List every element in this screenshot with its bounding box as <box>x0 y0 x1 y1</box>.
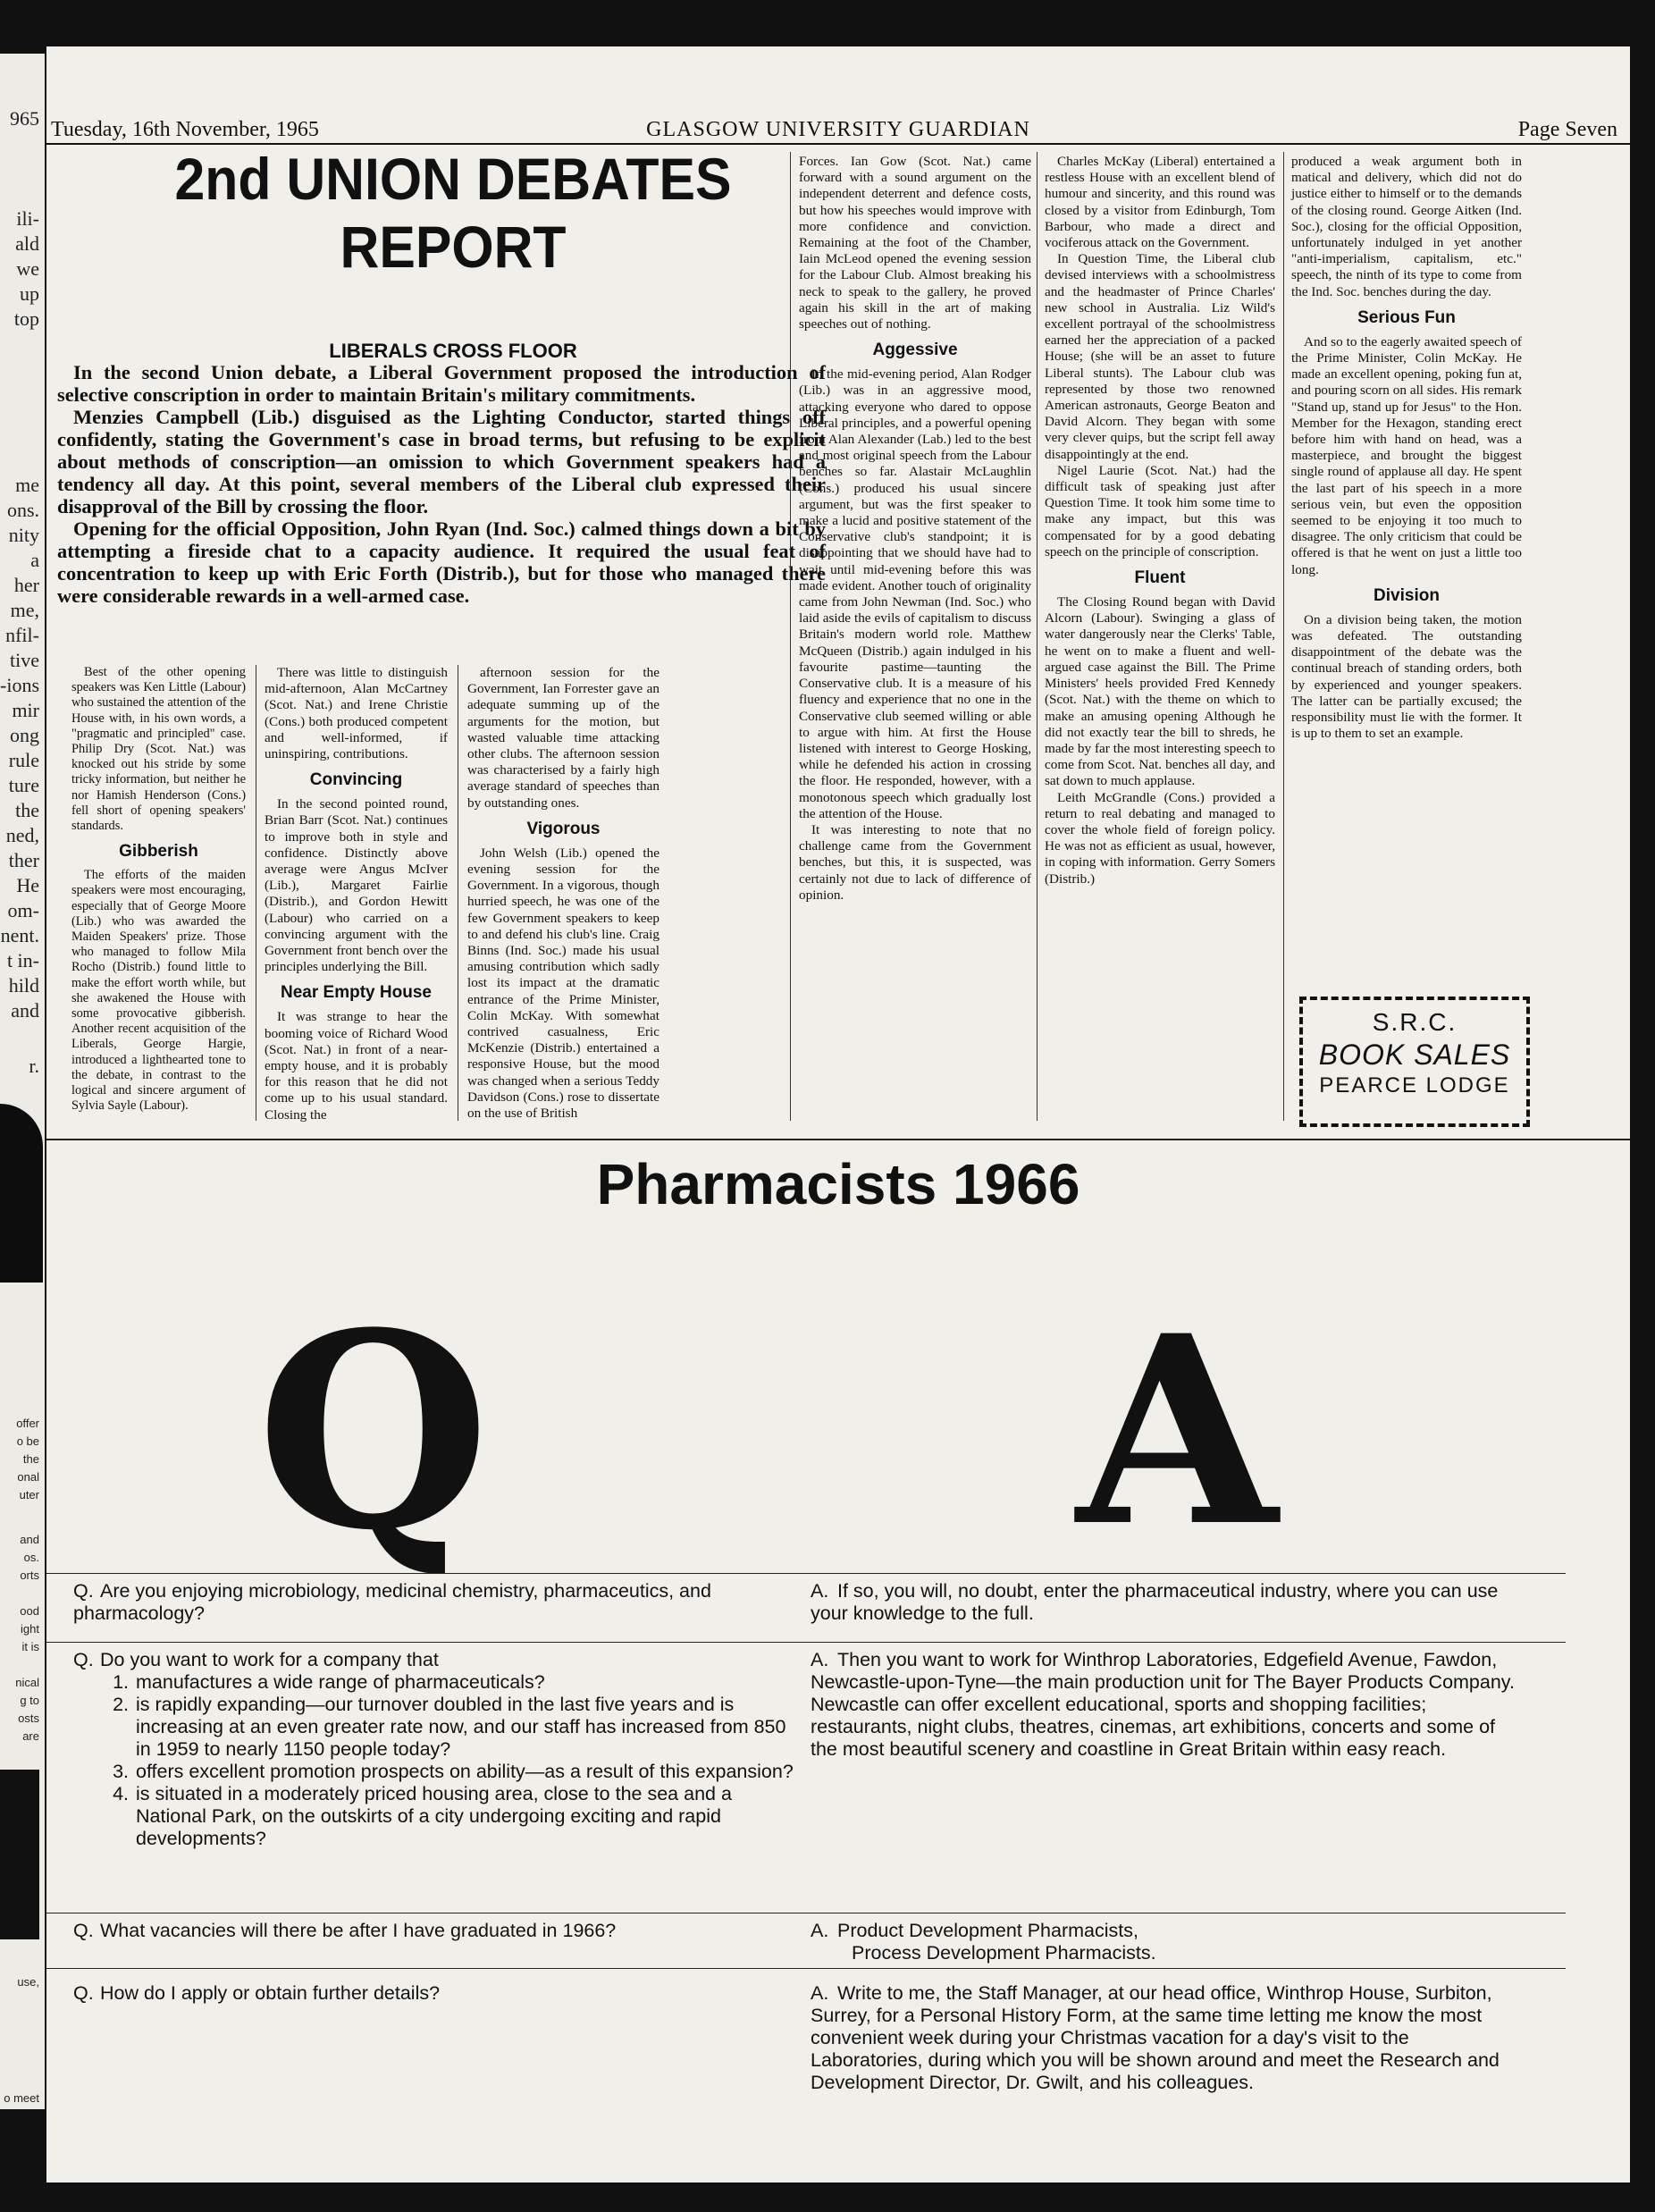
strip-fragment: it is <box>21 1640 39 1653</box>
src-book-sales-box <box>1299 997 1530 1127</box>
strip-fragment: o meet <box>4 2091 39 2105</box>
a-label: A. <box>811 1982 829 2004</box>
question-list-item: 1. manufactures a wide range of pharmaceuticals? <box>134 1671 806 1694</box>
crosshead-aggessive: Aggessive <box>872 341 958 360</box>
strip-fragment: os. <box>23 1551 39 1564</box>
strip-fragment: t in- <box>6 949 39 971</box>
headline-line-2: REPORT <box>340 214 567 280</box>
strip-fragment: onal <box>17 1470 39 1484</box>
paragraph: In the mid-evening period, Alan Rodger (Lib.) was in an aggressive mood, attacking everyone who dared to oppose Liberal principles, and a powerful opening from Alan Alexander (Lab.) led to the best and most original speech from the Labour benches so far. Alastair McLaughlin (Cons.) produced his usual sincere argument, but was the first speaker to make a lucid and positive statement of the Conservative club's standpoint; it is disappointing that we should have had to wait until mid-evening before this was made evident. Another touch of originality came from John Newman (Ind. Soc.) who laid aside the evils of capitalism to discuss Britain's modern world role. Matthew McQueen (Distrib.) again indulged in his favourite pastime—taunting the Conservative club. It is a measure of his fluency and experience that no one in the Conservative club seemed willing or able to argue with him. At first the House listened with interest to George Hosking, while he defended his action in crossing the floor. He responded, however, with a monotonous speech which gradually lost the attention of the House. <box>799 366 1031 821</box>
crosshead-vigorous: Vigorous <box>526 819 601 838</box>
answer-2 <box>811 1649 1525 1761</box>
adjacent-page-black-letter <box>0 1104 43 1283</box>
paragraph: On a division being taken, the motion was defeated. The outstanding disappointment of the debate was the continual breach of standing orders, both by experienced and younger speakers. The latter can be partially excused; the responsibility must lie with the former. It is up to them to set an example. <box>1291 611 1522 742</box>
question-text: Do you want to work for a company that <box>100 1649 439 1670</box>
src-line: S.R.C. <box>1372 1008 1458 1036</box>
article-intro <box>57 361 826 607</box>
answer-4 <box>811 1982 1525 2094</box>
strip-fragment: osts <box>18 1712 39 1725</box>
strip-fragment: nfil- <box>5 624 39 646</box>
answer-3 <box>811 1920 1525 1964</box>
question-text: What vacancies will there be after I have graduated in 1966? <box>100 1920 617 1941</box>
strip-fragment: a <box>30 549 39 571</box>
strip-fragment: g to <box>20 1694 39 1707</box>
answer-text: Then you want to work for Winthrop Laboratories, Edgefield Avenue, Fawdon, Newcastle-upon-Tyne—the main production unit for The Bayer Products Company. Newcastle can offer excellent educational, sports and shopping facilities; restaurants, night clubs, theatres, cinemas, art exhibitions, concerts and some of the most beautiful scenery and coastline in Great Britain within easy reach. <box>811 1649 1515 1760</box>
strip-fragment: om- <box>7 899 39 921</box>
a-label: A. <box>811 1649 829 1670</box>
a-label: A. <box>811 1920 829 1941</box>
strip-fragment: nent. <box>0 924 39 946</box>
paragraph: Best of the other opening speakers was Ken Little (Labour) who sustained the attention of the House with, in his own words, a "pragmatic and principled" case. Philip Dry (Scot. Nat.) was knocked out his stride by some tricky information, but neither he nor Hamish Henderson (Cons.) fell short of opening speakers' standards. <box>71 665 246 834</box>
qa-rule <box>46 1968 1566 1969</box>
paragraph: Leith McGrandle (Cons.) provided a return to real debating and managed to cover the whole field of foreign policy. He was not as efficient as usual, however, in coping with information. Gerry Somers (Distrib.) <box>1045 789 1275 887</box>
question-list-item: 2. is rapidly expanding—our turnover doubled in the last five years and is increasing at an even greater rate now, and our staff has increased from 850 in 1959 to nearly 1150 people today? <box>134 1694 806 1761</box>
q-label: Q. <box>73 1920 94 1941</box>
adjacent-page-strip <box>0 54 45 2109</box>
adjacent-page-black-box <box>0 1770 39 1939</box>
question-text: How do I apply or obtain further details? <box>100 1982 441 2004</box>
strip-fragment: and <box>20 1533 39 1546</box>
question-4 <box>73 1982 806 2005</box>
paragraph: The efforts of the maiden speakers were most encouraging, especially that of George Moore (Lib.) who was awarded the Maiden Speakers' prize. Those who managed to follow Mila Rocho (Distrib.) found little to make the effort worth while, but she awakened the House with some provocative gibberish. Another recent acquisition of the Liberals, George Hargie, introduced a lighthearted tone to the debate, in contrast to the logical and sincere argument of Sylvia Sayle (Labour). <box>71 868 246 1114</box>
paragraph: It was interesting to note that no challenge came from the Government benches, but this, it is suspected, was certainly not due to lack of difference of opinion. <box>799 821 1031 903</box>
strip-fragment: up <box>20 282 39 305</box>
strip-fragment: ned, <box>5 824 39 846</box>
paragraph: In the second pointed round, Brian Barr (Scot. Nat.) continues to improve both in style and confidence. Distinctly above average were Angus McIver (Lib.), Margaret Fairlie (Distrib.), and Gordon Hewitt (Labour) who carried on a convincing argument with the Government front bench over the principles underlying the Bill. <box>265 796 448 975</box>
strip-fragment: the <box>15 799 39 821</box>
question-text: Are you enjoying microbiology, medicinal chemistry, pharmaceutics, and pharmacology? <box>73 1580 711 1624</box>
paragraph: Nigel Laurie (Scot. Nat.) had the difficult task of speaking just after Question Time. It took him some time to make any impact, but this was compensated for by a good debating speech on the principle of conscription. <box>1045 462 1275 559</box>
newspaper-page <box>46 46 1630 2183</box>
q-label: Q. <box>73 1982 94 2004</box>
question-3 <box>73 1920 806 1942</box>
q-label: Q. <box>73 1649 94 1670</box>
strip-fragment: mir <box>12 699 39 721</box>
crosshead-convincing: Convincing <box>309 770 403 790</box>
q-label: Q. <box>73 1580 94 1602</box>
strip-fragment: ili- <box>16 207 39 230</box>
crosshead-gibberish: Gibberish <box>119 842 198 862</box>
qa-rule <box>46 1642 1566 1643</box>
strip-fragment: hild <box>8 974 39 997</box>
book-sales-line: BOOK SALES <box>1318 1039 1511 1071</box>
intro-paragraph: Opening for the official Opposition, John Ryan (Ind. Soc.) calmed things down a bit by attempting a fireside chat to a capacity audience. It required the usual feat of concentration to keep up with Eric Forth (Distrib.), but for those who managed there were considerable rewards in a well-armed case. <box>57 517 826 607</box>
intro-paragraph: Menzies Campbell (Lib.) disguised as the Lighting Conductor, started things off confidently, stating the Government's case in broad terms, but refusing to be explicit about methods of conscription—an omission to which Government speakers had a tendency all day. At this point, several members of the Liberal club expressed their disapproval of the Bill by crossing the floor. <box>57 406 826 517</box>
strip-fragment: nical <box>15 1676 39 1689</box>
strip-fragment: ight <box>21 1622 39 1636</box>
strip-fragment: her <box>13 574 39 596</box>
paragraph: It was strange to hear the booming voice of Richard Wood (Scot. Nat.) in front of a near-empty house, and it is probably for this reason that he did not come up to his usual standard. Closing the <box>265 1009 448 1123</box>
strip-fragment: we <box>16 257 39 280</box>
answer-text: Write to me, the Staff Manager, at our head office, Winthrop House, Surbiton, Surrey, for a Personal History Form, at the same time letting me know the most convenient week during your Christmas vacation for a day's visit to the Laboratories, during which you will be shown around and meet the Research and Development Director, Dr. Gwilt, and his colleagues. <box>811 1982 1500 2093</box>
column-rule <box>1283 152 1284 1121</box>
strip-fragment: rule <box>8 749 39 771</box>
strip-fragment: 965 <box>10 107 39 130</box>
strip-fragment: ood <box>20 1604 39 1618</box>
strip-fragment: ther <box>8 849 39 871</box>
large-a-letter: A <box>1076 1280 1278 1584</box>
crosshead-serious-fun: Serious Fun <box>1357 307 1456 327</box>
article-bottom-rule <box>46 1139 1630 1140</box>
article-column-4 <box>799 154 1031 904</box>
crosshead-fluent: Fluent <box>1134 568 1186 588</box>
strip-fragment: ons. <box>6 499 39 521</box>
strip-fragment: tive <box>10 649 39 671</box>
headline <box>96 145 811 281</box>
question-1 <box>73 1580 806 1625</box>
crosshead-division: Division <box>1374 585 1440 605</box>
article-column-2 <box>265 665 448 1123</box>
paragraph: There was little to distinguish mid-afternoon, Alan McCartney (Scot. Nat.) and Irene Christie (Cons.) both produced competent and well-informed, if uninspiring, contributions. <box>265 665 448 762</box>
strip-fragment: ong <box>10 724 39 746</box>
advert-title: Pharmacists 1966 <box>596 1152 1080 1216</box>
strip-fragment: top <box>13 307 39 330</box>
strip-fragment: r. <box>29 1055 39 1077</box>
paragraph: Forces. Ian Gow (Scot. Nat.) came forward with a sound argument on the independent deterrent and defence costs, but how his speeches would improve with more confidence and conviction. Remaining at the foot of the Chamber, Iain McLeod opened the evening session for the Labour Club. Almost breaking his neck to speak to the gallery, he proved again his skill in the art of making speeches out of nothing. <box>799 154 1031 332</box>
strip-fragment: the <box>22 1452 39 1466</box>
strip-fragment: o be <box>16 1434 39 1448</box>
strip-fragment: -ions <box>0 674 39 696</box>
question-list-item: 3. offers excellent promotion prospects on ability—as a result of this expansion? <box>134 1761 806 1783</box>
paragraph: produced a weak argument both in matical and delivery, which did not do justice either to himself or to the demands of the closing round. George Aitken (Ind. Soc.), closing for the official Opposition, unfortunately indulged in yet another "anti-imperialism, capitalism, etc." speech, the ninth of its type to come from the Ind. Soc. benches during the day. <box>1291 154 1522 299</box>
subheadline: LIBERALS CROSS FLOOR <box>329 340 577 362</box>
paragraph: John Welsh (Lib.) opened the evening session for the Government. In a vigorous, though hurried speech, he was one of the few Government speakers to keep to and defend his club's line. Craig Binns (Ind. Soc.) made his usual amusing contribution which sadly lost its impact at the dramatic entrance of the Prime Minister, Colin McKay. With somewhat contrived casualness, Eric McKenzie (Distrib.) entertained a responsive House, but the mood was changed when a serious Teddy Davidson (Cons.) rose to dissertate on the use of British <box>467 845 659 1122</box>
strip-fragment: me, <box>10 599 39 621</box>
intro-paragraph: In the second Union debate, a Liberal Government proposed the introduction of selective conscription in order to maintain Britain's military commitments. <box>57 361 826 406</box>
strip-fragment: He <box>16 874 39 896</box>
strip-fragment: are <box>22 1729 39 1743</box>
large-q-letter: Q <box>256 1274 491 1589</box>
question-2 <box>73 1649 806 1850</box>
article-column-5 <box>1045 154 1275 887</box>
crosshead-near-empty-house: Near Empty House <box>281 983 432 1003</box>
answer-text: If so, you will, no doubt, enter the pharmaceutical industry, where you can use your knowledge to the full. <box>811 1580 1499 1624</box>
strip-fragment: orts <box>20 1569 39 1582</box>
strip-fragment: use, <box>17 1975 39 1989</box>
qa-rule <box>46 1573 1566 1574</box>
strip-fragment: me <box>15 474 39 496</box>
strip-fragment: and <box>11 999 39 1022</box>
a-label: A. <box>811 1580 829 1602</box>
strip-fragment: ald <box>15 232 39 255</box>
article-column-6 <box>1291 154 1522 743</box>
issue-date: Tuesday, 16th November, 1965 <box>51 118 319 141</box>
strip-fragment: uter <box>19 1488 39 1501</box>
page-number: Page Seven <box>1517 118 1617 141</box>
newspaper-title: GLASGOW UNIVERSITY GUARDIAN <box>646 118 1030 141</box>
strip-fragment: offer <box>16 1417 39 1430</box>
column-rule <box>1037 152 1038 1121</box>
article-column-3 <box>467 665 659 1122</box>
answer-text: Product Development Pharmacists, <box>837 1920 1138 1941</box>
paragraph: Charles McKay (Liberal) entertained a restless House with an excellent blend of humour and sincerity, and this round was closed by a visitor from Edinburgh, Tom Barbour, who made a direct and vociferous attack on the Government. <box>1045 154 1275 251</box>
headline-line-1: 2nd UNION DEBATES <box>174 146 732 212</box>
answer-text: Process Development Pharmacists. <box>852 1942 1156 1964</box>
paragraph: And so to the eagerly awaited speech of the Prime Minister, Colin McKay. He made an excellent opening, poking fun at, and pouring scorn on all sides. His remark "Stand up, stand up for Jesus" to the Hon. Member for the Hexagon, standing erect before him with hand on head, was a masterpiece, and brought the biggest single round of applause all day. He spent the last part of his speech in a more serious vein, but even the opposition seemed to be enjoying it too much to disagree. The only criticism that could be offered is that he went on just a little too long. <box>1291 333 1522 577</box>
answer-1 <box>811 1580 1525 1625</box>
article-column-1 <box>71 665 246 1114</box>
strip-fragment: nity <box>8 524 39 546</box>
strip-fragment: ture <box>8 774 39 796</box>
paragraph: afternoon session for the Government, Ian Forrester gave an adequate summing up of the arguments for the motion, but wasted valuable time attacking other clubs. The afternoon session was characterised by a fairly high average standard of speeches than by outstanding ones. <box>467 665 659 811</box>
column-rule <box>790 152 791 1121</box>
question-list-item: 4. is situated in a moderately priced housing area, close to the sea and a National Park, on the outskirts of a city undergoing exciting and rapid developments? <box>134 1783 806 1850</box>
pearce-lodge-line: PEARCE LODGE <box>1319 1073 1510 1098</box>
paragraph: The Closing Round began with David Alcorn (Labour). Swinging a glass of water dangerously near the Clerks' Table, he went on to make a fluent and well-argued case against the Bill. The Prime Ministers' heels provided Fred Kennedy (Scot. Nat.) with the theme on which to make an amusing opening Although he did not exactly tear the bill to shreds, he made by far the most interesting speech to come from Scot. Nat. benches all day, and sat down to much applause. <box>1045 594 1275 789</box>
paragraph: In Question Time, the Liberal club devised interviews with a schoolmistress and the headmaster of Prince Charles' new school in Australia. Liz Wild's excellent portrayal of the schoolmistress earned her the appreciation of a packed House; (she will be an asset to future Liberal stunts). The Labour club was represented by those two renowned American astronauts, George Beaton and David Alcorn. They began with some very clever quips, but the script fell away disappointingly at the end. <box>1045 251 1275 462</box>
